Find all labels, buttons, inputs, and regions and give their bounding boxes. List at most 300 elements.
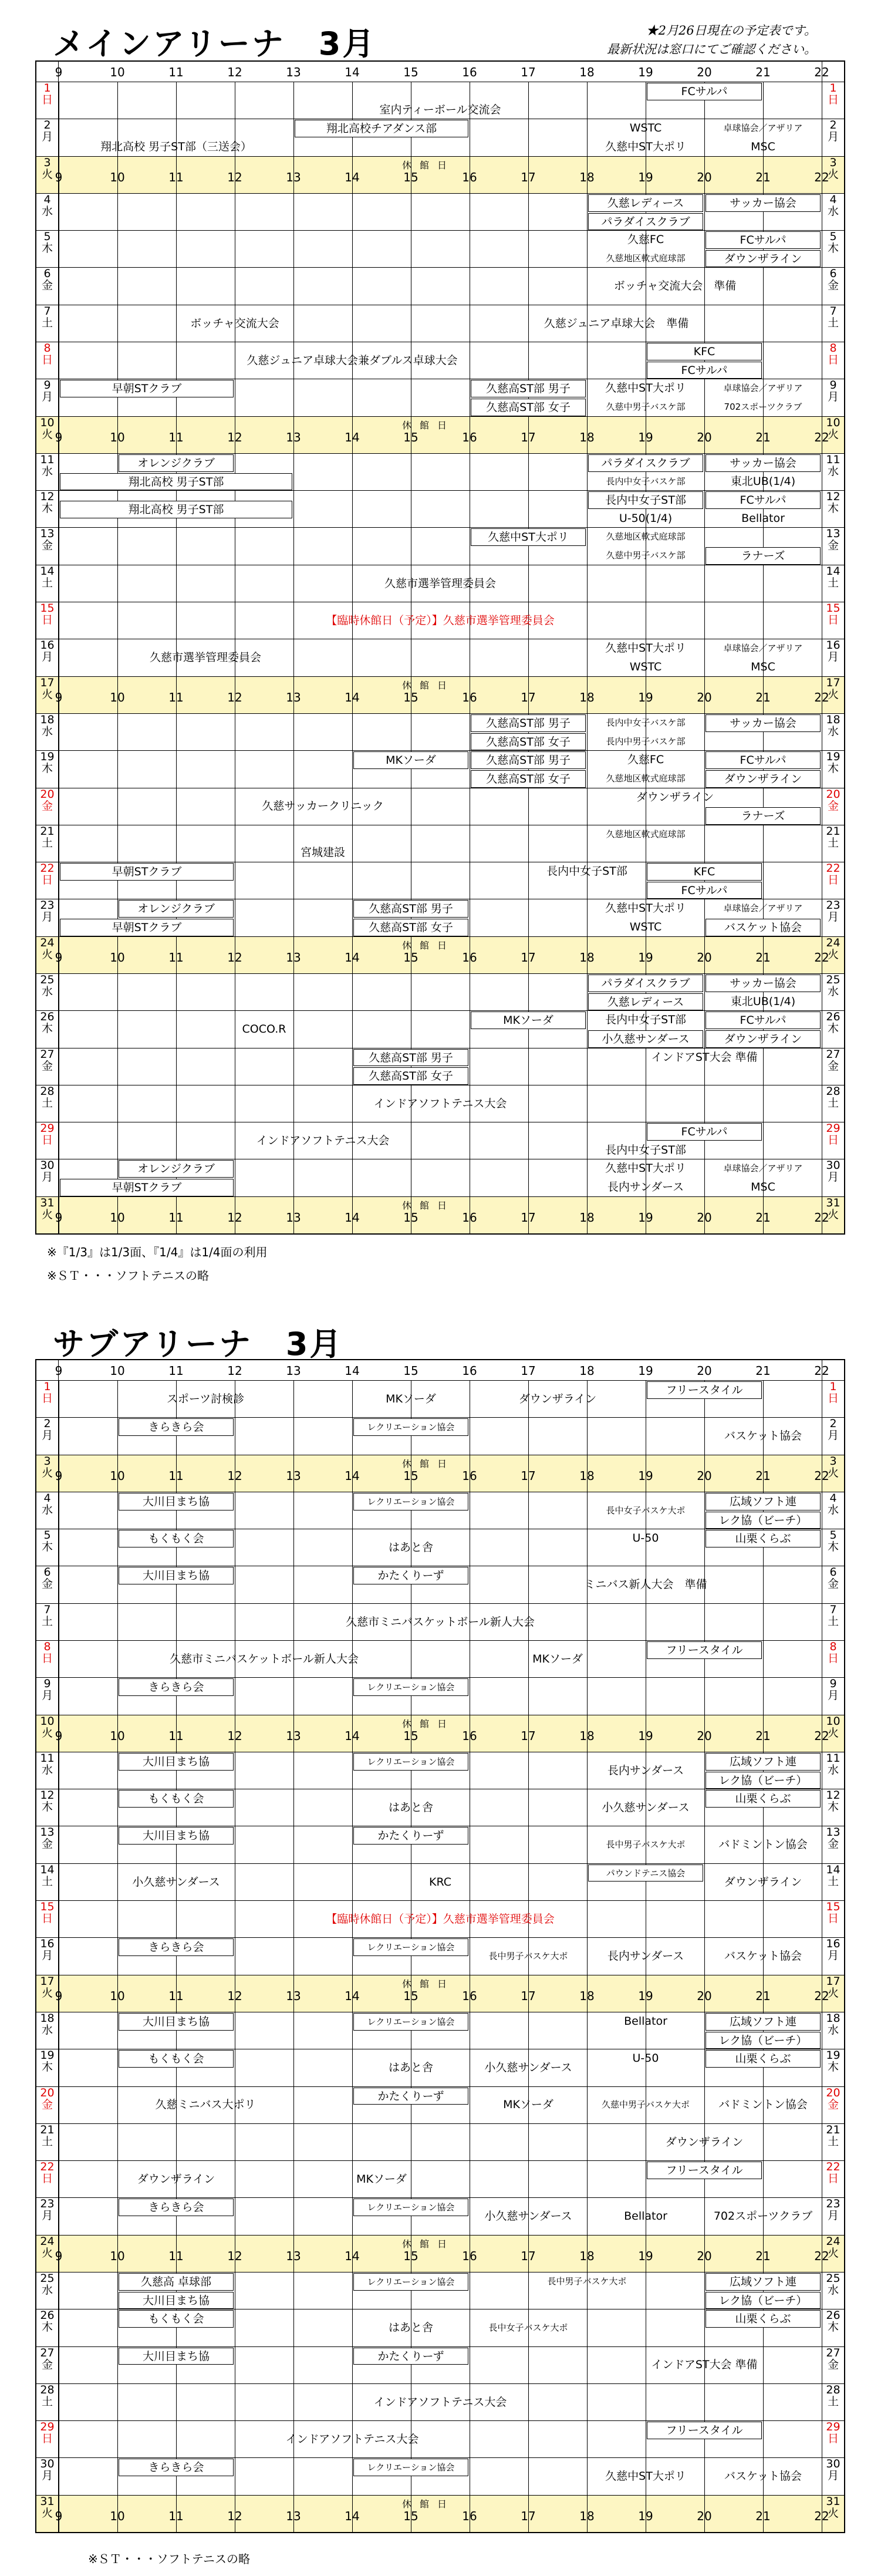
main-hour-label: 11 <box>168 430 184 444</box>
main-date-right <box>822 528 844 564</box>
main-event: FCサルパ <box>647 882 762 899</box>
sub-date-number: 16 <box>40 1937 55 1951</box>
sub-date-number: 12 <box>40 1789 55 1802</box>
sub-weekday: 火 <box>827 1466 839 1479</box>
main-date-right <box>822 454 844 490</box>
main-hour-line <box>587 1048 588 1085</box>
main-hour-line <box>528 119 529 156</box>
sub-hour-line <box>528 2347 529 2383</box>
sub-hour-line <box>528 2124 529 2160</box>
main-weekday: 木 <box>41 242 53 255</box>
main-day-row <box>36 416 844 453</box>
main-date-number: 18 <box>40 713 55 726</box>
sub-hour-line <box>587 2012 588 2049</box>
sub-event: Bellator <box>624 2210 667 2223</box>
sub-hour-line <box>763 2161 764 2197</box>
sub-weekday: 金 <box>41 2098 53 2111</box>
main-date-number: 4 <box>829 193 837 206</box>
main-hour-line <box>293 119 294 156</box>
sub-event: 長中女子バスケ大ポ <box>606 1505 686 1516</box>
sub-hour-line <box>704 2198 705 2234</box>
main-date-left <box>36 751 59 787</box>
main-date-number: 13 <box>40 527 55 541</box>
sub-event: 久慈市ミニバスケットボール新人大会 <box>346 1615 535 1628</box>
sub-hour-label: 10 <box>110 2248 125 2263</box>
main-date-left <box>36 1011 59 1047</box>
sub-event: きらきら会 <box>119 1678 234 1696</box>
main-weekday: 金 <box>827 279 839 292</box>
sub-event: レクリエーション協会 <box>353 1938 468 1956</box>
sub-event: 小久慈サンダース <box>132 1875 220 1889</box>
main-event: サッカー協会 <box>706 975 821 992</box>
sub-date-left <box>36 2384 59 2420</box>
main-weekday: 月 <box>827 1171 839 1184</box>
sub-hour-label: 10 <box>110 1728 125 1743</box>
sub-event: はあと舎 <box>388 2061 433 2075</box>
sub-hour-label: 22 <box>814 1988 829 2003</box>
main-event: FCサルパ <box>647 83 762 100</box>
main-event: FCサルパ <box>706 751 821 769</box>
main-hour-line <box>587 194 588 230</box>
sub-hour-label: 20 <box>697 2508 712 2523</box>
main-date-left <box>36 268 59 304</box>
main-date-left <box>36 379 59 416</box>
sub-date-number: 18 <box>40 2011 55 2025</box>
main-hour-label: 14 <box>345 65 360 79</box>
main-date-number: 26 <box>40 1010 55 1024</box>
main-hour-label: 16 <box>462 170 477 184</box>
sub-date-number: 23 <box>40 2197 55 2211</box>
sub-hour-line <box>704 2309 705 2346</box>
main-hour-label: 13 <box>286 170 301 184</box>
sub-hour-label: 11 <box>168 1468 184 1483</box>
main-hour-line <box>704 899 705 936</box>
sub-date-right <box>822 2384 844 2420</box>
main-hour-line <box>293 231 294 267</box>
main-event: FCサルパ <box>706 1011 821 1029</box>
main-hour-line <box>293 194 294 230</box>
main-event: パラダイスクラブ <box>588 454 703 472</box>
sub-hour-label: 12 <box>227 2248 242 2263</box>
main-hour-line <box>176 974 177 1010</box>
main-weekday: 金 <box>827 539 839 552</box>
sub-event: ダウンザライン <box>665 2135 744 2149</box>
main-event: 長内中女子ST部 <box>605 1143 686 1156</box>
sub-date-left <box>36 2087 59 2123</box>
main-date-number: 10 <box>40 416 55 429</box>
sub-hour-line <box>704 1678 705 1714</box>
main-weekday: 日 <box>827 613 839 627</box>
main-date-right <box>822 491 844 527</box>
sub-hour-line <box>117 1938 118 1974</box>
sub-weekday: 日 <box>827 2432 839 2446</box>
main-hour-label: 10 <box>110 950 125 965</box>
main-hour-label: 9 <box>55 430 63 444</box>
main-event: 久慈ジュニア卓球大会兼ダブルス卓球大会 <box>247 353 458 367</box>
main-weekday: 月 <box>827 130 839 144</box>
main-hour-label: 12 <box>227 430 242 444</box>
sub-date-number: 9 <box>829 1677 837 1691</box>
main-weekday: 火 <box>41 167 53 181</box>
sub-hour-line <box>704 1529 705 1566</box>
sub-hour-line <box>352 2049 353 2086</box>
sub-event: バスケット協会 <box>724 2470 802 2483</box>
main-date-number: 15 <box>826 602 841 615</box>
sub-hour-label: 15 <box>403 1364 418 1378</box>
sub-hour-line <box>352 2309 353 2346</box>
main-date-number: 22 <box>40 862 55 875</box>
sub-day-row <box>36 1975 844 2012</box>
main-hour-line <box>176 268 177 304</box>
main-event: 卓球協会／アザリア <box>723 383 803 394</box>
main-closed-label: 休館日 <box>401 939 455 951</box>
main-event: 久慈地区軟式庭球部 <box>606 252 686 264</box>
sub-date-left <box>36 1826 59 1863</box>
main-event: 久慈中男子バスケ部 <box>606 401 686 412</box>
sub-date-right <box>822 1492 844 1529</box>
sub-event: きらきら会 <box>119 2199 234 2216</box>
main-day-row <box>36 82 844 119</box>
main-weekday: 火 <box>827 1208 839 1221</box>
sub-hour-line <box>117 1826 118 1863</box>
sub-event: はあと舎 <box>388 2321 433 2335</box>
main-weekday: 火 <box>827 948 839 961</box>
sub-event: 小久慈サンダース <box>484 2210 572 2223</box>
main-event: 長内中女子ST部 <box>605 1013 686 1027</box>
sub-day-row <box>36 1789 844 1826</box>
main-event: 久慈レディース <box>588 993 703 1011</box>
sub-hour-line <box>528 1529 529 1566</box>
main-date-number: 16 <box>826 639 841 652</box>
main-event: MSC <box>751 1181 775 1194</box>
sub-day-row <box>36 1417 844 1454</box>
main-event: 久慈地区軟式庭球部 <box>606 773 686 784</box>
main-event: 早朝STクラブ <box>60 380 234 397</box>
sub-date-right <box>822 1418 844 1454</box>
main-hour-line <box>293 714 294 750</box>
main-hour-label: 15 <box>403 690 418 704</box>
sub-hour-line <box>293 1678 294 1714</box>
main-event: バスケット協会 <box>706 919 821 936</box>
sub-hour-label: 19 <box>638 2248 653 2263</box>
sub-hour-label: 13 <box>286 1988 301 2003</box>
main-event: 卓球協会／アザリア <box>723 643 803 654</box>
main-hour-line <box>704 639 705 676</box>
sub-hour-line <box>293 2347 294 2383</box>
main-hour-label: 21 <box>755 170 771 184</box>
main-event: 早朝STクラブ <box>60 1179 234 1196</box>
sub-weekday: 土 <box>41 2135 53 2148</box>
main-event: 久慈市選挙管理委員会 <box>149 651 261 665</box>
main-event: MKソーダ <box>353 751 468 769</box>
sub-hour-line <box>293 2272 294 2309</box>
sub-date-right <box>822 1529 844 1566</box>
sub-hour-line <box>587 1492 588 1529</box>
main-weekday: 火 <box>827 427 839 441</box>
sub-date-left <box>36 2309 59 2346</box>
sub-date-number: 5 <box>829 1529 837 1542</box>
main-closed-label: 休館日 <box>401 159 455 171</box>
main-event: 室内ティーボール交流会 <box>379 103 501 116</box>
main-date-number: 27 <box>40 1047 55 1061</box>
sub-closed-label: 休館日 <box>401 2238 455 2250</box>
sub-date-left <box>36 2272 59 2309</box>
sub-hour-label: 20 <box>697 1364 712 1378</box>
sub-day-row <box>36 2012 844 2049</box>
sub-weekday: 土 <box>41 1874 53 1888</box>
main-day-row <box>36 342 844 379</box>
sub-event: きらきら会 <box>119 2459 234 2476</box>
main-hour-line <box>293 1048 294 1085</box>
sub-weekday: 土 <box>827 1614 839 1628</box>
main-weekday: 水 <box>827 984 839 998</box>
main-hour-label: 15 <box>403 430 418 444</box>
sub-hour-line <box>117 2272 118 2309</box>
main-date-number: 12 <box>826 490 841 504</box>
main-hour-line <box>293 491 294 527</box>
sub-day-row <box>36 2235 844 2272</box>
sub-date-number: 7 <box>829 1603 837 1616</box>
main-hour-label: 10 <box>110 430 125 444</box>
main-day-row <box>36 825 844 862</box>
sub-date-number: 23 <box>826 2197 841 2211</box>
main-hour-line <box>763 342 764 379</box>
main-day-row <box>36 1010 844 1047</box>
main-event: 東北UB(1/4) <box>730 474 796 488</box>
main-hour-line <box>528 899 529 936</box>
main-hour-line <box>704 119 705 156</box>
sub-weekday: 木 <box>827 1540 839 1554</box>
sub-hour-line <box>587 2049 588 2086</box>
sub-event: ミニバス新人大会 準備 <box>584 1578 707 1592</box>
sub-weekday: 火 <box>827 1726 839 1739</box>
main-hour-label: 12 <box>227 690 242 704</box>
main-weekday: 月 <box>41 1171 53 1184</box>
main-day-row <box>36 676 844 713</box>
main-event: 久慈FC <box>627 233 664 247</box>
sub-date-left <box>36 2049 59 2086</box>
sub-weekday: 土 <box>41 2395 53 2408</box>
sub-date-left <box>36 1381 59 1417</box>
sub-event: きらきら会 <box>119 1938 234 1956</box>
sub-hour-line <box>352 1826 353 1863</box>
sub-event: 大川目まち協 <box>119 2013 234 2031</box>
sub-hour-line <box>352 2347 353 2383</box>
main-weekday: 日 <box>827 93 839 106</box>
sub-hour-label: 17 <box>521 1468 536 1483</box>
main-date-number: 8 <box>43 342 51 355</box>
main-hour-label: 11 <box>168 690 184 704</box>
sub-event: 久慈高 卓球部 <box>119 2273 234 2291</box>
main-date-number: 11 <box>826 453 841 466</box>
sub-event: レク協（ビーチ） <box>706 2032 821 2049</box>
sub-date-left <box>36 2198 59 2234</box>
sub-date-number: 22 <box>826 2160 841 2174</box>
main-weekday: 土 <box>41 576 53 589</box>
main-hour-label: 22 <box>814 65 829 79</box>
sub-date-number: 13 <box>40 1826 55 1839</box>
main-date-left <box>36 305 59 342</box>
sub-event: バスケット協会 <box>724 1950 802 1963</box>
sub-weekday: 火 <box>827 2246 839 2260</box>
sub-closed-label: 休館日 <box>401 1458 455 1469</box>
main-event: 翔北高校 男子ST部 <box>60 473 292 491</box>
main-event: ボッチャ交流大会 <box>190 316 279 330</box>
sub-hour-label: 12 <box>227 1364 242 1378</box>
main-hour-label: 21 <box>755 430 771 444</box>
sub-day-row <box>36 2086 844 2123</box>
main-date-right <box>822 1048 844 1085</box>
main-hour-line <box>293 974 294 1010</box>
sub-hour-line <box>528 1826 529 1863</box>
sub-weekday: 木 <box>41 1540 53 1554</box>
sub-event: 長内サンダース <box>607 1950 684 1963</box>
sub-hour-line <box>352 2198 353 2234</box>
sub-hour-line <box>293 1566 294 1603</box>
sub-date-right <box>822 1604 844 1640</box>
main-weekday: 火 <box>41 948 53 961</box>
sub-date-number: 31 <box>826 2494 841 2508</box>
main-hour-label: 13 <box>286 430 301 444</box>
main-hour-line <box>352 528 353 564</box>
sub-hour-label: 9 <box>55 1364 63 1378</box>
sub-event: MKソーダ <box>532 1652 583 1665</box>
main-date-left <box>36 788 59 825</box>
main-hour-line <box>587 825 588 862</box>
sub-day-row <box>36 1677 844 1714</box>
sub-hour-label: 17 <box>521 2508 536 2523</box>
main-hour-line <box>352 491 353 527</box>
sub-hour-line <box>117 2309 118 2346</box>
main-weekday: 土 <box>827 1096 839 1110</box>
main-day-row <box>36 602 844 639</box>
sub-hour-line <box>528 1678 529 1714</box>
main-date-number: 20 <box>826 787 841 801</box>
sub-hour-line <box>352 1381 353 1417</box>
sub-date-number: 18 <box>826 2011 841 2025</box>
sub-arena-schedule-grid <box>35 1359 845 2533</box>
sub-event: はあと舎 <box>388 1540 433 1554</box>
main-date-right <box>822 825 844 862</box>
sub-hour-line <box>117 2124 118 2160</box>
sub-hour-line <box>117 1789 118 1826</box>
sub-hour-line <box>763 2421 764 2457</box>
sub-hour-label: 19 <box>638 1468 653 1483</box>
main-hour-label: 22 <box>814 430 829 444</box>
main-hour-label: 17 <box>521 430 536 444</box>
sub-hour-line <box>704 1789 705 1826</box>
sub-hour-label: 18 <box>579 1468 595 1483</box>
main-hour-label: 12 <box>227 65 242 79</box>
sub-weekday: 金 <box>827 1837 839 1851</box>
sub-event: 久慈ミニバス大ポリ <box>155 2098 256 2112</box>
main-hour-label: 9 <box>55 170 63 184</box>
main-hour-line <box>704 194 705 230</box>
main-hour-line <box>352 639 353 676</box>
main-hour-label: 9 <box>55 1210 63 1225</box>
sub-day-row <box>36 2272 844 2309</box>
main-hour-line <box>352 268 353 304</box>
main-date-number: 29 <box>826 1122 841 1135</box>
main-event: U-50(1/4) <box>619 511 673 525</box>
main-event: サッカー協会 <box>706 454 821 472</box>
main-event: オレンジクラブ <box>119 900 234 918</box>
main-event: オレンジクラブ <box>119 454 234 472</box>
sub-hour-line <box>352 1418 353 1454</box>
main-weekday: 金 <box>827 1059 839 1073</box>
sub-weekday: 日 <box>41 2432 53 2446</box>
sub-hour-line <box>704 2012 705 2049</box>
sub-date-right <box>822 2458 844 2494</box>
main-hour-line <box>763 825 764 862</box>
main-weekday: 土 <box>41 316 53 329</box>
main-weekday: 日 <box>827 874 839 887</box>
sub-weekday: 水 <box>41 2283 53 2297</box>
sub-weekday: 木 <box>827 1800 839 1814</box>
sub-date-left <box>36 1789 59 1826</box>
main-weekday: 木 <box>827 1022 839 1036</box>
sub-hour-line <box>704 2272 705 2309</box>
sub-event: U-50 <box>632 1532 659 1545</box>
sub-date-number: 17 <box>826 1974 841 1988</box>
main-day-row <box>36 713 844 750</box>
main-event: 【臨時休館日（予定）】久慈市選挙管理委員会 <box>326 613 555 627</box>
sub-day-row <box>36 2495 844 2532</box>
main-hour-line <box>176 751 177 787</box>
main-hour-line <box>704 1159 705 1196</box>
sub-event: 山栗くらぶ <box>706 1530 821 1547</box>
main-day-row <box>36 490 844 527</box>
main-event: サッカー協会 <box>706 194 821 212</box>
main-date-left <box>36 639 59 676</box>
sub-hour-line <box>704 2049 705 2086</box>
sub-hour-label: 13 <box>286 1364 301 1378</box>
main-hour-label: 15 <box>403 170 418 184</box>
sub-day-row <box>36 2420 844 2457</box>
sub-event: レクリエーション協会 <box>353 2459 468 2476</box>
main-hour-line <box>176 528 177 564</box>
main-hour-line <box>587 639 588 676</box>
main-hour-line <box>704 974 705 1010</box>
sub-weekday: 土 <box>827 2135 839 2148</box>
sub-weekday: 日 <box>41 1392 53 1405</box>
sub-hour-label: 11 <box>168 2248 184 2263</box>
main-day-row <box>36 973 844 1010</box>
main-hour-label: 16 <box>462 430 477 444</box>
sub-weekday: 月 <box>827 2209 839 2223</box>
main-date-left <box>36 1159 59 1196</box>
sub-date-number: 1 <box>43 1380 51 1393</box>
sub-event: 山栗くらぶ <box>706 1790 821 1808</box>
main-date-right <box>822 974 844 1010</box>
main-hour-line <box>176 714 177 750</box>
sub-event: もくもく会 <box>119 1530 234 1547</box>
sub-date-number: 14 <box>40 1863 55 1876</box>
sub-date-right <box>822 1641 844 1677</box>
sub-hour-label: 13 <box>286 2508 301 2523</box>
sub-hour-line <box>352 2124 353 2160</box>
sub-hour-label: 21 <box>755 1364 771 1378</box>
sub-hour-label: 14 <box>345 1468 360 1483</box>
main-event: 東北UB(1/4) <box>730 994 796 1008</box>
main-hour-line <box>528 1159 529 1196</box>
sub-hour-line <box>587 1826 588 1863</box>
sub-header-left <box>36 1360 59 1380</box>
main-closed-label: 休館日 <box>401 1199 455 1211</box>
main-event: MSC <box>751 660 775 673</box>
main-event: 久慈高ST部 男子 <box>471 751 586 769</box>
sub-weekday: 月 <box>827 1689 839 1702</box>
